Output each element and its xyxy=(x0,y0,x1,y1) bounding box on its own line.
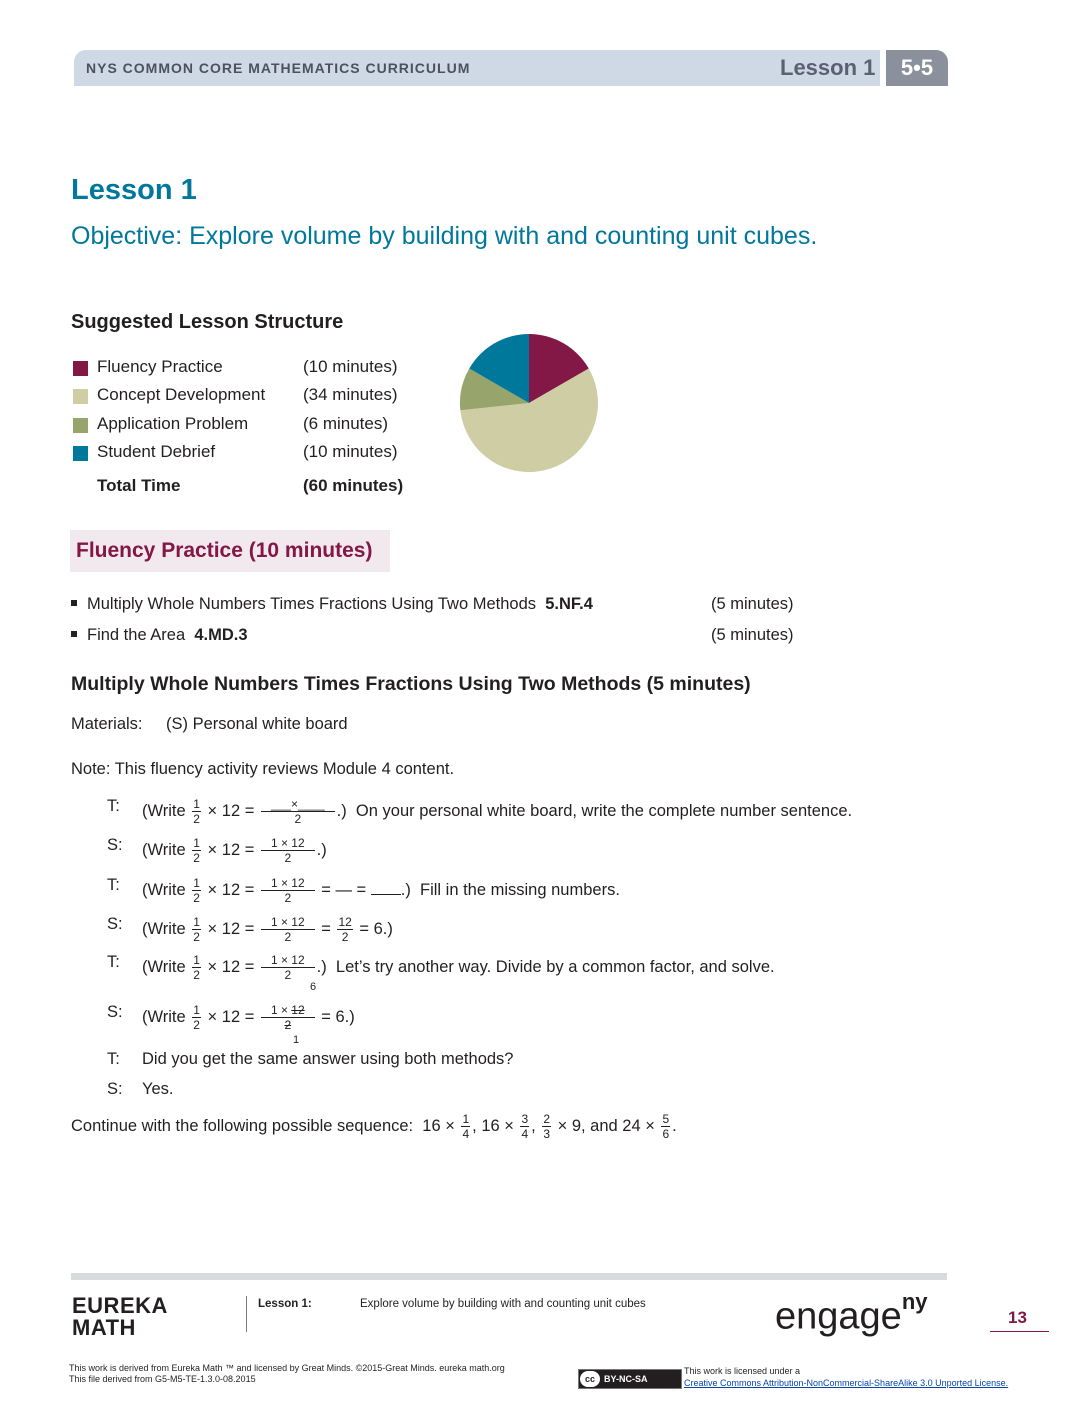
grade-module-badge: 5•5 xyxy=(886,50,948,86)
materials-label: Materials: xyxy=(71,715,143,733)
cc-icon: cc xyxy=(580,1371,600,1387)
structure-label: Fluency Practice xyxy=(97,357,223,376)
logo-line: EUREKA xyxy=(72,1293,168,1318)
logo-text: engage xyxy=(775,1295,902,1338)
license-right xyxy=(684,1365,1008,1389)
bullet-standard: 4.MD.3 xyxy=(194,626,248,644)
dialogue-text: Yes. xyxy=(142,1080,174,1098)
license-line: This work is licensed under a xyxy=(684,1366,801,1376)
speaker: S: xyxy=(107,915,123,933)
cancel-factor-bottom: 1 xyxy=(293,1034,300,1046)
speaker: S: xyxy=(107,1003,123,1021)
cc-license-badge[interactable] xyxy=(578,1369,682,1389)
continue-text: Continue with the following possible sequence: xyxy=(71,1116,414,1135)
structure-minutes: (10 minutes) xyxy=(303,442,398,461)
swatch-debrief xyxy=(73,446,88,461)
curriculum-label: NYS COMMON CORE MATHEMATICS CURRICULUM xyxy=(86,60,471,76)
cancel-factor-top: 6 xyxy=(310,981,317,993)
license-line: This file derived from G5-M5-TE-1.3.0-08.2015 xyxy=(69,1374,256,1384)
structure-heading: Suggested Lesson Structure xyxy=(71,311,344,333)
structure-minutes: (6 minutes) xyxy=(303,414,389,433)
license-link[interactable]: Creative Commons Attribution-NonCommercial-ShareAlike 3.0 Unported License. xyxy=(684,1378,1009,1388)
dialogue-instruction: Fill in the missing numbers. xyxy=(420,880,620,899)
fluency-bullet xyxy=(71,595,593,614)
speaker: S: xyxy=(107,1080,123,1098)
speaker: S: xyxy=(107,836,123,854)
dialogue-text: (Write $\frac{1}{2}$ × 12 = $\frac{\_\_\_\times\_\_\_\_}{2}$ .) On your personal white board, write the complete number sentence. xyxy=(142,797,853,826)
eureka-math-logo xyxy=(72,1295,168,1339)
total-minutes: (60 minutes) xyxy=(303,476,404,495)
bullet-minutes: (5 minutes) xyxy=(711,626,794,644)
dialogue-instruction: On your personal white board, write the complete number sentence. xyxy=(355,801,853,820)
footer-divider xyxy=(246,1296,247,1332)
structure-minutes: (34 minutes) xyxy=(303,385,398,404)
objective: Objective: Explore volume by building with and counting unit cubes. xyxy=(71,222,818,250)
dialogue-text: (Write $\frac{1}{2}$ × 12 = $\frac{1 \times 12}{2}$ = — = .) Fill in the missing numbers. xyxy=(142,876,620,905)
speaker: T: xyxy=(107,797,120,815)
swatch-application xyxy=(73,418,88,433)
speaker: T: xyxy=(107,1050,120,1068)
page-number: 13 xyxy=(1008,1308,1027,1327)
bullet-text: Find the Area xyxy=(87,626,186,644)
activity-note: Note: This fluency activity reviews Module 4 content. xyxy=(71,760,455,778)
license-left xyxy=(69,1363,505,1385)
footer-lesson-label: Lesson 1: xyxy=(258,1298,312,1310)
fluency-bullet xyxy=(71,626,248,645)
speaker: T: xyxy=(107,953,120,971)
header-lesson: Lesson 1 xyxy=(780,55,876,80)
logo-line: MATH xyxy=(72,1315,136,1340)
swatch-fluency xyxy=(73,361,88,376)
bullet-text: Multiply Whole Numbers Times Fractions Using Two Methods xyxy=(87,595,537,613)
speaker: T: xyxy=(107,876,120,894)
page-title: Lesson 1 xyxy=(71,174,197,206)
dialogue-text: (Write $\frac{1}{2}$ × 12 = $\frac{1 \times 12}{2}$ = 6.) xyxy=(142,1003,355,1032)
structure-label: Concept Development xyxy=(97,385,266,404)
engageny-logo xyxy=(775,1289,928,1339)
bullet-icon xyxy=(71,600,77,606)
footer-rule xyxy=(71,1273,947,1280)
structure-minutes: (10 minutes) xyxy=(303,357,398,376)
dialogue-text: Did you get the same answer using both methods? xyxy=(142,1050,514,1068)
cc-badge-text: BY-NC-SA xyxy=(604,1374,648,1384)
structure-label: Student Debrief xyxy=(97,442,216,461)
dialogue-text: (Write $\frac{1}{2}$ × 12 = $\frac{1 \times 12}{2}$ .) Let’s try another way. Divide by a common factor, and solve. xyxy=(142,953,775,982)
page-number-rule xyxy=(990,1331,1049,1332)
dialogue-result: = 6.) xyxy=(359,919,393,938)
lesson-structure-pie xyxy=(455,329,603,477)
swatch-concept xyxy=(73,389,88,404)
structure-label: Application Problem xyxy=(97,414,249,433)
dialogue-instruction: Let’s try another way. Divide by a common factor, and solve. xyxy=(335,957,775,976)
activity-heading: Multiply Whole Numbers Times Fractions Using Two Methods (5 minutes) xyxy=(71,673,751,695)
footer-lesson-objective: Explore volume by building with and counting unit cubes xyxy=(360,1298,646,1310)
bullet-standard: 5.NF.4 xyxy=(545,595,593,613)
total-label: Total Time xyxy=(97,476,181,495)
bullet-minutes: (5 minutes) xyxy=(711,595,794,613)
dialogue-text: (Write $\frac{1}{2}$ × 12 = $\frac{1 \times 12}{2}$ = $\frac{12}{2}$ = 6.) xyxy=(142,915,393,944)
materials-text: (S) Personal white board xyxy=(166,715,348,733)
license-line: This work is derived from Eureka Math ™ and licensed by Great Minds. ©2015-Great Minds. eureka math.org xyxy=(69,1363,505,1373)
fluency-heading: Fluency Practice (10 minutes) xyxy=(76,539,373,562)
dialogue-text: (Write $\frac{1}{2}$ × 12 = $\frac{1 \times 12}{2}$ .) xyxy=(142,836,327,865)
bullet-icon xyxy=(71,631,77,637)
logo-sup: ny xyxy=(901,1289,928,1314)
dialogue-result: = 6.) xyxy=(321,1007,355,1026)
continue-sequence: Continue with the following possible sequence: 16 × $\frac{1}{4}$ , 16 × $\frac{3}{4}$ , $\frac{2}{3}$ × 9, and 24 × $\frac{5}{6}$ . xyxy=(71,1112,677,1141)
